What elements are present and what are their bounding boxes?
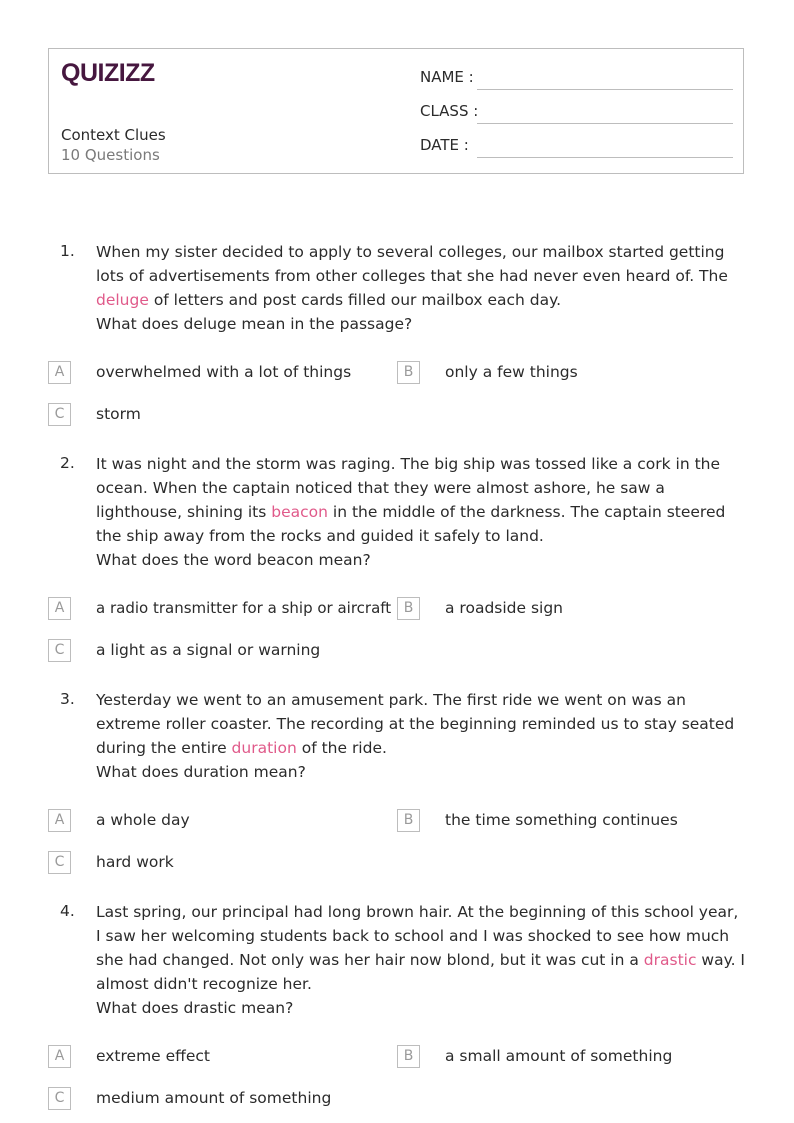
option-a-box[interactable]: A xyxy=(48,809,71,832)
vocab-word: drastic xyxy=(643,951,697,969)
question-prompt: What does the word beacon mean? xyxy=(96,551,371,569)
passage-text: It was night and the storm was raging. The big ship was tossed like a cork in the ocean. When the captain noticed that they were almost ashore, he saw a lighthouse, shining its xyxy=(96,455,721,521)
option-a-text[interactable]: a radio transmitter for a ship or aircraft xyxy=(96,599,392,617)
class-label: CLASS : xyxy=(420,102,479,120)
passage-text: of letters and post cards filled our mailbox each day. xyxy=(148,291,562,309)
vocab-word: duration xyxy=(231,739,297,757)
option-b-text[interactable]: only a few things xyxy=(445,363,578,381)
option-b-box[interactable]: B xyxy=(397,597,420,620)
option-a-text[interactable]: extreme effect xyxy=(96,1047,210,1065)
passage-text: Yesterday we went to an amusement park. The first ride we went on was an extreme roller coaster. The recording at the beginning reminded us to stay seated during the entire xyxy=(96,691,735,757)
passage-text: in the middle of the darkness. The captain steered the ship away from the rocks and guided it safely to land. xyxy=(96,503,726,545)
class-field[interactable] xyxy=(477,123,733,124)
worksheet-header xyxy=(48,48,744,174)
passage-text: Last spring, our principal had long brown hair. At the beginning of this school year, I saw her welcoming students back to school and I was shocked to see how much she had changed. Not only was her hair now blond, but it was cut in a xyxy=(96,903,739,969)
option-c-text[interactable]: a light as a signal or warning xyxy=(96,641,321,659)
option-a-text[interactable]: overwhelmed with a lot of things xyxy=(96,363,352,381)
option-c-box[interactable]: C xyxy=(48,1087,71,1110)
worksheet-title: Context Clues xyxy=(61,126,166,144)
question-text xyxy=(96,452,746,572)
option-b-text[interactable]: a small amount of something xyxy=(445,1047,673,1065)
question-number: 2. xyxy=(60,454,75,472)
option-b-box[interactable]: B xyxy=(397,361,420,384)
date-label: DATE : xyxy=(420,136,469,154)
option-a-box[interactable]: A xyxy=(48,597,71,620)
date-field[interactable] xyxy=(477,157,733,158)
option-a-box[interactable]: A xyxy=(48,361,71,384)
name-field[interactable] xyxy=(477,89,733,90)
quizizz-logo: QUIZIZZ xyxy=(61,59,155,87)
question-count: 10 Questions xyxy=(61,146,160,164)
question-text xyxy=(96,900,746,1020)
vocab-word: deluge xyxy=(96,291,149,309)
name-label: NAME : xyxy=(420,68,474,86)
question-text xyxy=(96,240,746,336)
passage-text: of the ride. xyxy=(296,739,387,757)
option-a-text[interactable]: a whole day xyxy=(96,811,190,829)
option-b-box[interactable]: B xyxy=(397,809,420,832)
option-a-box[interactable]: A xyxy=(48,1045,71,1068)
option-c-text[interactable]: medium amount of something xyxy=(96,1089,332,1107)
passage-text: When my sister decided to apply to several colleges, our mailbox started getting lots of advertisements from other colleges that she had never even heard of. The xyxy=(96,243,728,285)
option-b-text[interactable]: the time something continues xyxy=(445,811,678,829)
question-prompt: What does deluge mean in the passage? xyxy=(96,315,413,333)
option-c-text[interactable]: hard work xyxy=(96,853,174,871)
question-prompt: What does drastic mean? xyxy=(96,999,294,1017)
option-b-box[interactable]: B xyxy=(397,1045,420,1068)
option-c-box[interactable]: C xyxy=(48,403,71,426)
option-c-box[interactable]: C xyxy=(48,639,71,662)
vocab-word: beacon xyxy=(271,503,328,521)
question-number: 1. xyxy=(60,242,75,260)
question-number: 3. xyxy=(60,690,75,708)
option-b-text[interactable]: a roadside sign xyxy=(445,599,564,617)
passage-text: way. I almost didn't recognize her. xyxy=(96,951,745,993)
question-prompt: What does duration mean? xyxy=(96,763,306,781)
option-c-text[interactable]: storm xyxy=(96,405,141,423)
question-number: 4. xyxy=(60,902,75,920)
question-text xyxy=(96,688,746,784)
option-c-box[interactable]: C xyxy=(48,851,71,874)
